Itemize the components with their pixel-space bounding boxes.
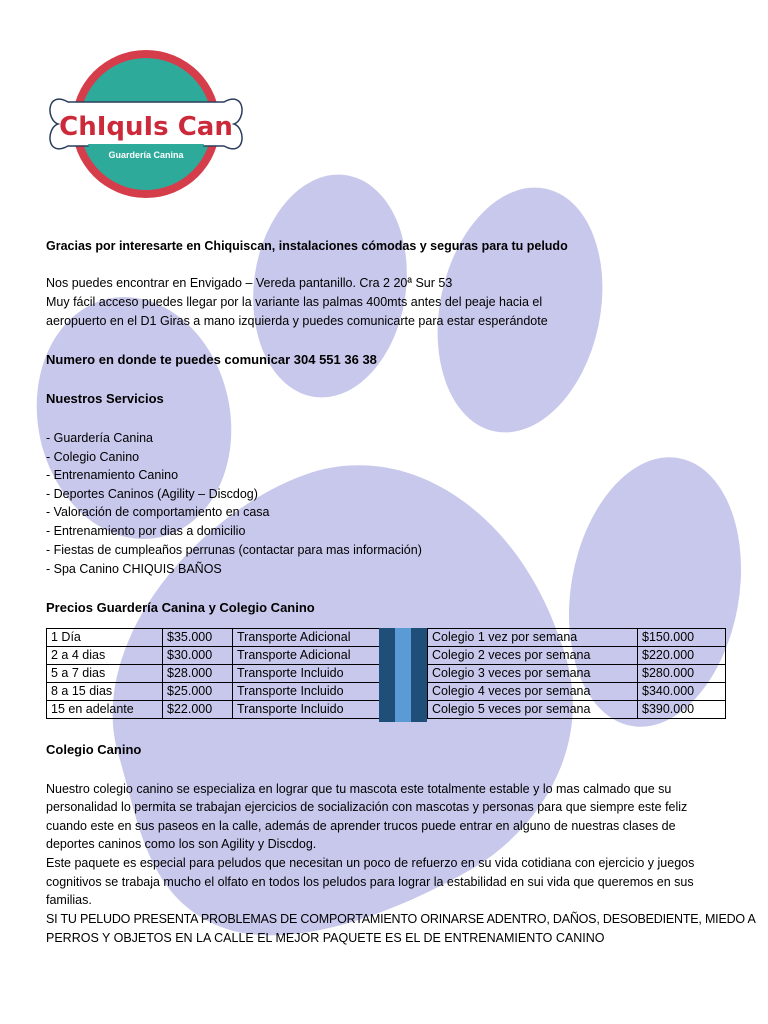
- list-item: - Valoración de comportamiento en casa: [46, 505, 270, 519]
- table-row: [428, 701, 726, 719]
- table-row: [47, 665, 383, 683]
- table-cell: $390.000: [638, 701, 726, 719]
- paragraph-line: cuando este en sus paseos en la calle, además de aprender trucos puede entrar en alguno de nuestras clases de: [46, 819, 676, 833]
- table-cell: $22.000: [163, 701, 233, 719]
- list-item: - Fiestas de cumpleaños perrunas (contactar para mas información): [46, 543, 422, 557]
- table-cell: Transporte Incluido: [233, 683, 383, 701]
- colegio-price-table: [427, 628, 726, 719]
- logo-tagline: Guardería Canina: [108, 150, 184, 160]
- table-cell: Transporte Incluido: [233, 665, 383, 683]
- paragraph-line: Nuestro colegio canino se especializa en lograr que tu mascota este totalmente estable y lo mas calmado que su: [46, 782, 672, 796]
- list-item: - Guardería Canina: [46, 431, 154, 445]
- table-cell: Transporte Incluido: [233, 701, 383, 719]
- table-cell: Colegio 1 vez por semana: [428, 629, 638, 647]
- table-row: [47, 701, 383, 719]
- table-row: [428, 629, 726, 647]
- address-text: Nos puedes encontrar en Envigado – Vereda pantanillo. Cra 2 20ª Sur 53: [46, 276, 453, 290]
- table-cell: $35.000: [163, 629, 233, 647]
- colegio-heading: Colegio Canino: [46, 742, 142, 757]
- table-row: [428, 647, 726, 665]
- paragraph-line: deportes caninos como los son Agility y Discdog.: [46, 837, 317, 851]
- phone-line: Numero en donde te puedes comunicar 304 551 36 38: [46, 352, 377, 367]
- table-cell: $280.000: [638, 665, 726, 683]
- warning-line-1: SI TU PELUDO PRESENTA PROBLEMAS DE COMPORTAMIENTO ORINARSE ADENTRO, DAÑOS, DESOBEDIENTE, MIEDO A: [46, 912, 756, 926]
- table-cell: $28.000: [163, 665, 233, 683]
- directions-line-2: aeropuerto en el D1 Giras a mano izquierda y puedes comunicarte para estar esperándote: [46, 314, 548, 328]
- paragraph-line: familias.: [46, 893, 92, 907]
- table-cell: 1 Día: [47, 629, 163, 647]
- paragraph-line: cognitivos se trabaja mucho el olfato en todos los peludos para lograr la estabilidad en sui vida que queremos en sus: [46, 875, 694, 889]
- table-cell: $30.000: [163, 647, 233, 665]
- list-item: - Deportes Caninos (Agility – Discdog): [46, 487, 258, 501]
- divider-strip-dark: [411, 628, 427, 722]
- table-row: [428, 665, 726, 683]
- list-item: - Entrenamiento Canino: [46, 468, 179, 482]
- table-cell: Colegio 5 veces por semana: [428, 701, 638, 719]
- table-row: [47, 683, 383, 701]
- paragraph-line: personalidad lo permita se trabajan ejercicios de socialización con mascotas y personas para que siempre este feliz: [46, 800, 688, 814]
- chiquis-can-logo: [42, 44, 250, 200]
- table-cell: 15 en adelante: [47, 701, 163, 719]
- logo-brand-text: ChIquIs Can: [59, 112, 233, 142]
- table-cell: 8 a 15 dias: [47, 683, 163, 701]
- table-cell: Colegio 2 veces por semana: [428, 647, 638, 665]
- table-cell: Colegio 3 veces por semana: [428, 665, 638, 683]
- table-cell: Transporte Adicional: [233, 629, 383, 647]
- warning-line-2: PERROS Y OBJETOS EN LA CALLE EL MEJOR PAQUETE ES EL DE ENTRENAMIENTO CANINO: [46, 931, 605, 945]
- table-cell: Transporte Adicional: [233, 647, 383, 665]
- guarderia-price-table: [46, 628, 383, 719]
- prices-heading: Precios Guardería Canina y Colegio Canino: [46, 600, 315, 615]
- table-cell: Colegio 4 veces por semana: [428, 683, 638, 701]
- list-item: - Colegio Canino: [46, 450, 140, 464]
- welcome-text: Gracias por interesarte en Chiquiscan, instalaciones cómodas y seguras para tu peludo: [46, 239, 568, 253]
- divider-strip-dark: [379, 628, 395, 722]
- list-item: - Spa Canino CHIQUIS BAÑOS: [46, 562, 222, 576]
- table-cell: 2 a 4 dias: [47, 647, 163, 665]
- divider-strip-light: [395, 628, 411, 722]
- table-cell: $25.000: [163, 683, 233, 701]
- list-item: - Entrenamiento por dias a domicilio: [46, 524, 246, 538]
- table-cell: $220.000: [638, 647, 726, 665]
- table-cell: 5 a 7 dias: [47, 665, 163, 683]
- table-row: [47, 629, 383, 647]
- directions-line-1: Muy fácil acceso puedes llegar por la variante las palmas 400mts antes del peaje hacia el: [46, 295, 543, 309]
- table-cell: $150.000: [638, 629, 726, 647]
- paragraph-line: Este paquete es especial para peludos que necesitan un poco de refuerzo en su vida cotidiana con ejercicio y juegos: [46, 856, 695, 870]
- services-heading: Nuestros Servicios: [46, 391, 164, 406]
- table-row: [428, 683, 726, 701]
- table-cell: $340.000: [638, 683, 726, 701]
- table-row: [47, 647, 383, 665]
